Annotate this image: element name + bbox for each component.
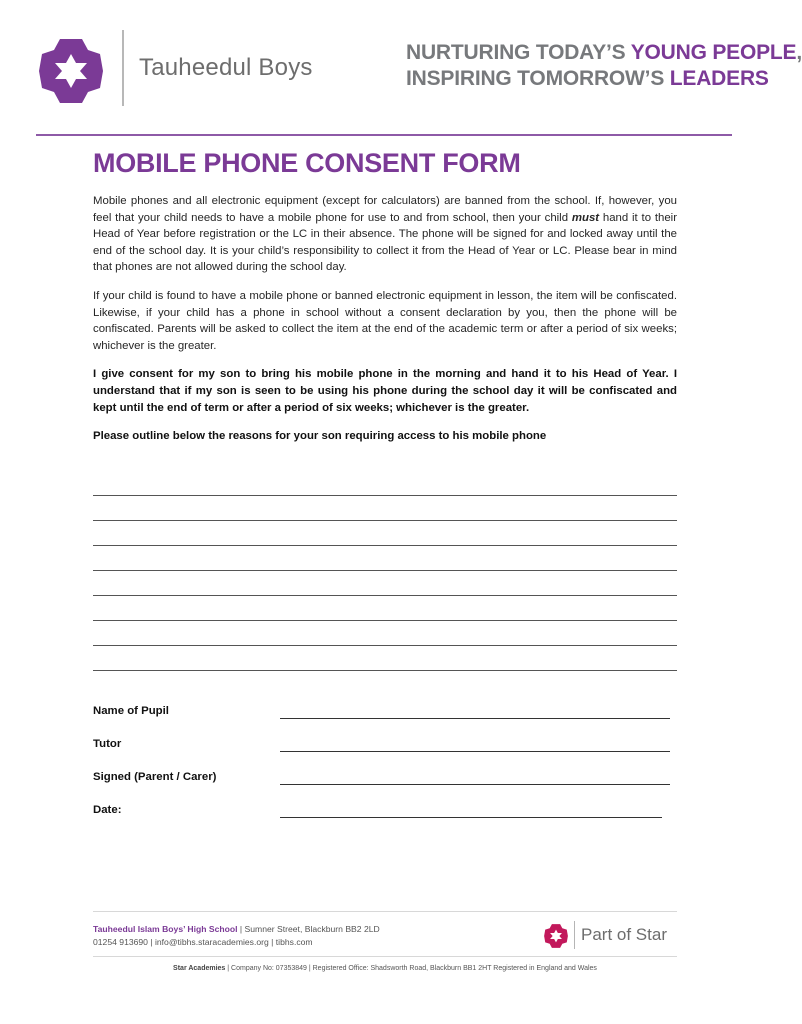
form-body [93,148,677,442]
reasons-prompt: Please outline below the reasons for your son requiring access to his mobile phone [93,430,547,443]
signature-label: Signed (Parent / Carer) [93,771,217,783]
star-academies-logo-icon [36,36,106,106]
write-line[interactable] [93,570,677,571]
tagline-line-1: NURTURING TODAY’S YOUNG PEOPLE, [406,41,802,64]
form-title: MOBILE PHONE CONSENT FORM [93,148,521,178]
signature-fields [93,705,677,837]
school-address: Tauheedul Islam Boys’ High School | Sumner Street, Blackburn BB2 2LD [93,924,380,934]
star-academies-logo-icon [543,923,569,949]
header-divider [36,134,732,136]
tagline [406,40,802,92]
signature-input-line[interactable] [280,784,670,785]
pupil-name-field [93,705,677,738]
date-input-line[interactable] [280,817,662,818]
date-field [93,804,677,837]
legal-info: Star Academies | Company No: 07353849 | Registered Office: Shadsworth Road, Blackburn BB1 2HT Registered in England and Wales [173,965,597,972]
logo-divider [122,30,124,106]
consent-statement: I give consent for my son to bring his mobile phone in the morning and hand it to his Head of Year. I understand that if my son is seen to be using his phone during the school day it will be confiscated and kept until the end of term or after a period of six weeks; whichever is the greater. [93,368,677,414]
policy-paragraph-1: Mobile phones and all electronic equipment (except for calculators) are banned from the school. If, however, you feel that your child needs to have a mobile phone for use to and from school, then your child must hand it to their Head of Year before registration or the LC in their absence. The phone will be signed for and locked away until the end of the school day. It is your child’s responsibility to collect it from the Head of Year or LC. Please bear in mind that phones are not allowed during the school day. [93,195,677,274]
pupil-name-input-line[interactable] [280,718,670,719]
tutor-field [93,738,677,771]
write-line[interactable] [93,645,677,646]
date-label: Date: [93,804,122,816]
pupil-name-label: Name of Pupil [93,705,169,717]
write-line[interactable] [93,495,677,496]
policy-paragraph-2: If your child is found to have a mobile phone or banned electronic equipment in lesson, the item will be confiscated. Likewise, if your child has a phone in school without a consent declaration by you, then the phone will be confiscated. Parents will be asked to collect the item at the end of the academic term or after a period of six weeks; whichever is the greater. [93,289,677,352]
signature-field [93,771,677,804]
footer-divider [93,956,677,957]
school-contact: 01254 913690 | info@tibhs.staracademies.org | tibhs.com [93,937,313,947]
write-line[interactable] [93,520,677,521]
write-line[interactable] [93,620,677,621]
part-of-star-label: Part of Star [581,925,667,944]
write-line[interactable] [93,595,677,596]
write-line[interactable] [93,670,677,671]
tutor-input-line[interactable] [280,751,670,752]
tagline-line-2: INSPIRING TOMORROW’S LEADERS [406,67,769,90]
write-line[interactable] [93,545,677,546]
tutor-label: Tutor [93,738,122,750]
letterhead [0,0,802,140]
reasons-writing-area[interactable] [93,495,677,695]
footer-divider [93,911,677,912]
brand-name: Tauheedul Boys [139,54,313,81]
star-logo-divider [574,921,575,949]
